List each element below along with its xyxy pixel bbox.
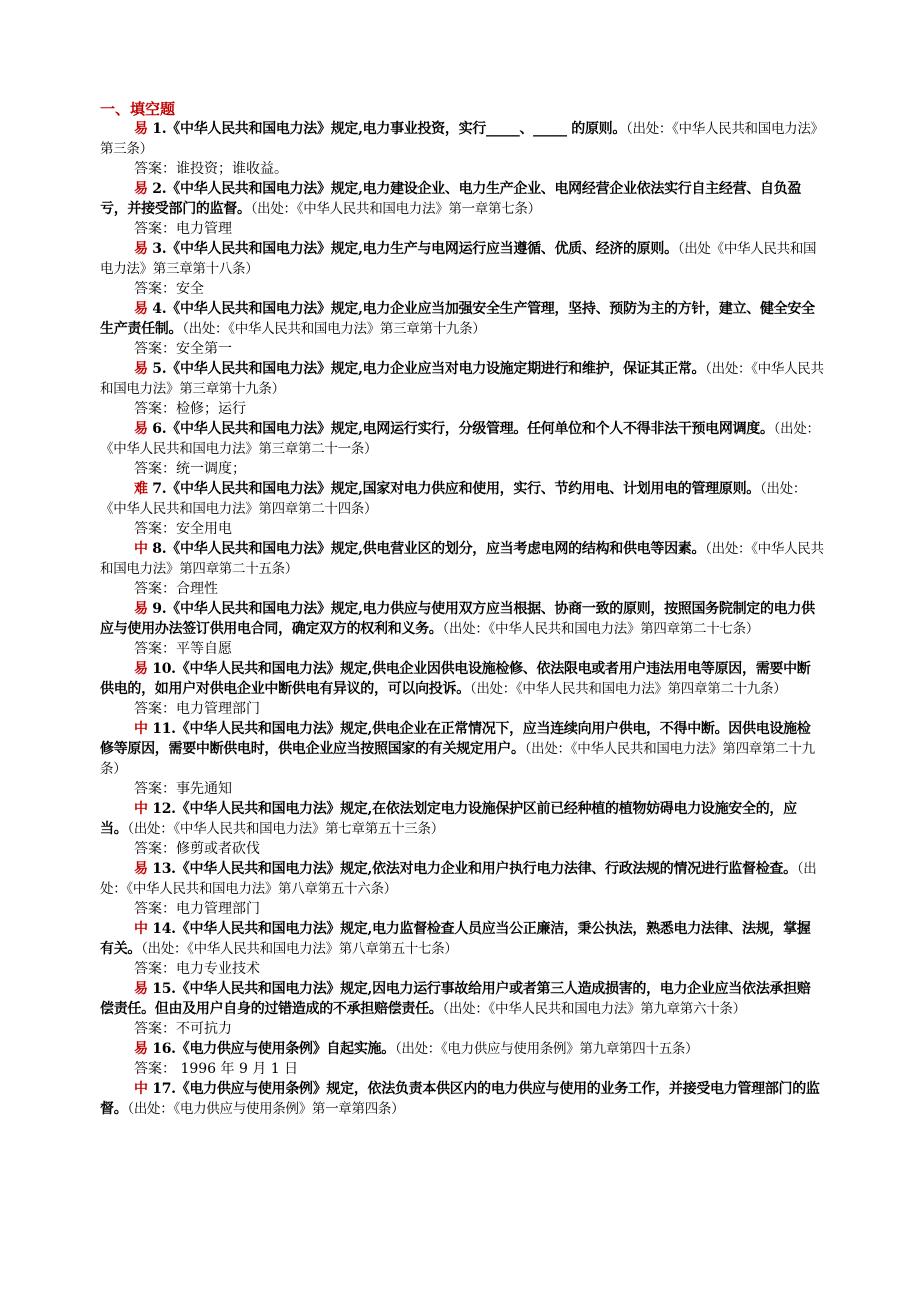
answer-label: 答案： [134,401,176,417]
question-text: 10.《中华人民共和国电力法》规定,供电企业因供电设施检修、依法限电或者用户违法用电等原因，需要中断供电的，如用户对供电企业中断供电有异议的，可以向投诉。 [100,661,811,697]
document-body [100,100,824,1119]
difficulty-badge: 易 [134,981,153,997]
question-source: （出处：《中华人民共和国电力法》第一章第七条） [250,201,541,217]
answer-label: 答案： [134,961,176,977]
difficulty-badge: 易 [134,361,153,377]
question-item [100,1079,824,1119]
question-text: 12.《中华人民共和国电力法》规定,在依法划定电力设施保护区前已经种植的植物妨碍电力设施安全的，应当。 [100,801,797,837]
answer-text: 电力管理 [176,221,232,237]
question-item [100,1039,824,1059]
answer-line [100,959,824,979]
difficulty-badge: 中 [134,541,153,557]
question-item [100,179,824,219]
answer-line [100,899,824,919]
answer-line [100,639,824,659]
answer-line [100,699,824,719]
answer-line [100,839,824,859]
answer-line [100,1019,824,1039]
answer-line [100,579,824,599]
difficulty-badge: 易 [134,1041,153,1057]
answer-label: 答案： [134,161,176,177]
question-item [100,599,824,639]
answer-label: 答案： [134,281,176,297]
difficulty-badge: 中 [134,721,153,737]
question-source: （出处：《中华人民共和国电力法》第七章第五十三条） [127,821,444,837]
question-item [100,119,824,159]
question-source: （出处《中华人民共和国电力法》第三章第十八条） [100,241,817,277]
question-item [100,799,824,839]
answer-line [100,279,824,299]
difficulty-badge: 易 [134,241,153,257]
answer-text: 安全 [176,281,204,297]
question-item [100,859,824,899]
question-item [100,719,824,779]
section-title: 一、填空题 [100,100,176,118]
answer-line [100,399,824,419]
answer-text: 事先通知 [176,781,232,797]
answer-text: 电力管理部门 [176,701,260,717]
answer-label: 答案： [134,341,176,357]
question-item [100,979,824,1019]
answer-text: 不可抗力 [176,1021,232,1037]
question-source: （出处：《中华人民共和国电力法》第四章第二十四条） [100,481,807,517]
question-source: （出处：《中华人民共和国电力法》第九章第六十条） [442,1001,746,1017]
answer-label: 答案： [134,1021,176,1037]
question-source: （出处：《中华人民共和国电力法》第三条） [100,121,824,157]
difficulty-badge: 易 [134,181,153,197]
answer-label: 答案： [134,221,176,237]
answer-line [100,1059,824,1079]
answer-line [100,459,824,479]
answer-label: 答案： [134,461,176,477]
question-source: （出处：《中华人民共和国电力法》第四章第二十七条） [442,621,759,637]
difficulty-badge: 中 [134,921,153,937]
answer-label: 答案： [134,1061,176,1077]
question-text: 6.《中华人民共和国电力法》规定,电网运行实行，分级管理。任何单位和个人不得非法干预电网调度。 [152,421,774,437]
answer-line [100,219,824,239]
question-text: 15.《中华人民共和国电力法》规定,因电力运行事故给用户或者第三人造成损害的，电力企业应当依法承担赔偿责任。但由及用户自身的过错造成的不承担赔偿责任。 [100,981,811,1017]
difficulty-badge: 易 [134,661,153,677]
answer-text: 检修；运行 [176,401,246,417]
difficulty-badge: 易 [134,601,153,617]
question-text: 2.《中华人民共和国电力法》规定,电力建设企业、电力生产企业、电网经营企业依法实行自主经营、自负盈亏，并接受部门的监督。 [100,181,802,217]
question-source: （出处：《电力供应与使用条例》第一章第四条） [127,1101,405,1117]
answer-text: 统一调度； [176,461,246,477]
answer-line [100,779,824,799]
question-item [100,359,824,399]
question-item [100,479,824,519]
question-text: 14.《中华人民共和国电力法》规定,电力监督检查人员应当公正廉洁，秉公执法，熟悉电力法律、法规，掌握有关。 [100,921,811,957]
question-item [100,919,824,959]
question-item [100,299,824,339]
answer-line [100,519,824,539]
answer-label: 答案： [134,641,176,657]
answer-text: 合理性 [176,581,218,597]
question-text: 1.《中华人民共和国电力法》规定,电力事业投资，实行_____、_____ 的原则。 [152,121,627,137]
question-text: 9.《中华人民共和国电力法》规定,电力供应与使用双方应当根据、协商一致的原则，按照国务院制定的电力供应与使用办法签订供用电合同，确定双方的权利和义务。 [100,601,815,637]
question-source: （出处：《中华人民共和国电力法》第八章第五十六条） [100,861,817,897]
question-text: 13.《中华人民共和国电力法》规定,依法对电力企业和用户执行电力法律、行政法规的情况进行监督检查。 [152,861,797,877]
question-text: 8.《中华人民共和国电力法》规定,供电营业区的划分，应当考虑电网的结构和供电等因素。 [152,541,706,557]
question-source: （出处：《中华人民共和国电力法》第四章第二十九条） [100,741,815,777]
answer-label: 答案： [134,841,176,857]
question-source: （出处：《中华人民共和国电力法》第四章第二十五条） [100,541,824,577]
difficulty-badge: 难 [134,481,153,497]
answer-text: 平等自愿 [176,641,232,657]
question-text: 4.《中华人民共和国电力法》规定,电力企业应当加强安全生产管理，坚持、预防为主的方针，建立、健全安全生产责任制。 [100,301,815,337]
question-item [100,659,824,699]
answer-label: 答案： [134,701,176,717]
difficulty-badge: 易 [134,121,153,137]
answer-line [100,159,824,179]
answer-text: 安全第一 [176,341,232,357]
answer-text: 1996 年 9 月 1 日 [176,1061,299,1077]
question-item [100,419,824,459]
question-text: 5.《中华人民共和国电力法》规定,电力企业应当对电力设施定期进行和维护，保证其正常。 [152,361,706,377]
answer-label: 答案： [134,521,176,537]
difficulty-badge: 中 [134,1081,153,1097]
difficulty-badge: 易 [134,421,153,437]
question-source: （出处：《电力供应与使用条例》第九章第四十五条） [394,1041,699,1057]
difficulty-badge: 易 [134,861,153,877]
answer-text: 修剪或者砍伐 [176,841,260,857]
question-list [100,119,824,1119]
question-text: 16.《电力供应与使用条例》自起实施。 [152,1041,395,1057]
question-text: 7.《中华人民共和国电力法》规定,国家对电力供应和使用，实行、节约用电、计划用电的管理原则。 [152,481,760,497]
question-text: 11.《中华人民共和国电力法》规定,供电企业在正常情况下，应当连续向用户供电，不得中断。因供电设施检修等原因，需要中断供电时，供电企业应当按照国家的有关规定用户。 [100,721,811,757]
question-text: 3.《中华人民共和国电力法》规定,电力生产与电网运行应当遵循、优质、经济的原则。 [152,241,678,257]
question-source: （出处：《中华人民共和国电力法》第四章第二十九条） [469,681,787,697]
answer-text: 安全用电 [176,521,232,537]
question-item [100,539,824,579]
answer-text: 谁投资；谁收益。 [176,161,288,177]
answer-label: 答案： [134,581,176,597]
answer-text: 电力专业技术 [176,961,260,977]
answer-label: 答案： [134,901,176,917]
question-source: （出处：《中华人民共和国电力法》第三章第二十一条） [100,421,820,457]
question-source: （出处：《中华人民共和国电力法》第三章第十九条） [182,321,486,337]
question-item [100,239,824,279]
answer-line [100,339,824,359]
question-source: （出处：《中华人民共和国电力法》第三章第十九条） [100,361,824,397]
question-source: （出处：《中华人民共和国电力法》第八章第五十七条） [141,941,458,957]
difficulty-badge: 易 [134,301,153,317]
question-text: 17.《电力供应与使用条例》规定，依法负责本供区内的电力供应与使用的业务工作，并接受电力管理部门的监督。 [100,1081,820,1117]
answer-text: 电力管理部门 [176,901,260,917]
difficulty-badge: 中 [134,801,153,817]
answer-label: 答案： [134,781,176,797]
